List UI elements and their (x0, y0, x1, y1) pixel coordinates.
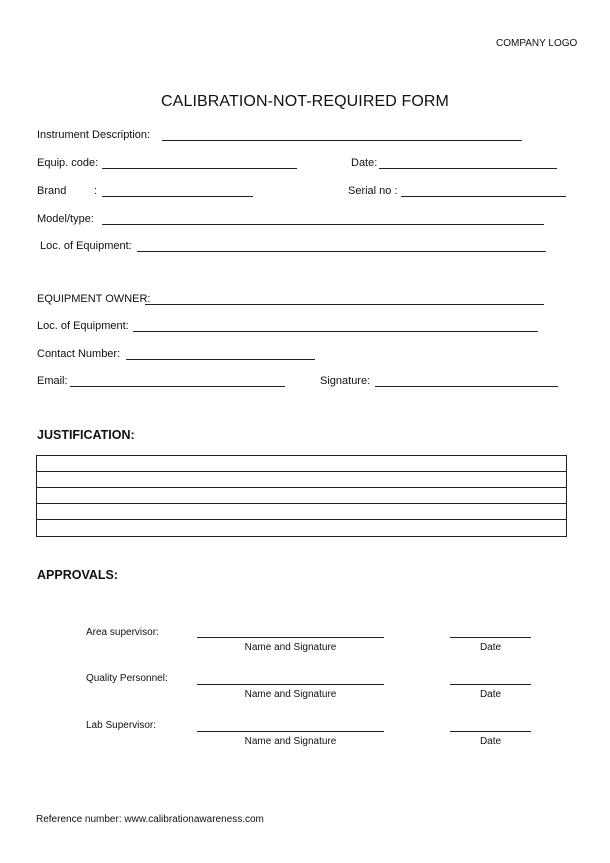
company-logo: COMPANY LOGO (496, 38, 578, 49)
brand-separator: : (94, 185, 98, 197)
quality-personnel-signature-caption: Name and Signature (244, 689, 337, 700)
signature-label: Signature: (320, 375, 371, 387)
approvals-heading: APPROVALS: (37, 568, 119, 582)
justification-row[interactable] (37, 488, 566, 504)
contact-number-field[interactable] (126, 359, 315, 360)
instrument-description-label: Instrument Description: (37, 129, 151, 141)
area-supervisor-signature-line[interactable] (197, 637, 384, 638)
quality-personnel-label: Quality Personnel: (86, 673, 168, 684)
lab-supervisor-signature-caption: Name and Signature (244, 736, 337, 747)
signature-field[interactable] (375, 386, 558, 387)
equipment-owner-label: EQUIPMENT OWNER: (37, 293, 151, 305)
owner-location-label: Loc. of Equipment: (37, 320, 129, 332)
brand-label: Brand (37, 185, 67, 197)
email-field[interactable] (70, 386, 285, 387)
quality-personnel-signature-line[interactable] (197, 684, 384, 685)
lab-supervisor-label: Lab Supervisor: (86, 720, 157, 731)
quality-personnel-date-caption: Date (479, 689, 502, 700)
area-supervisor-date-line[interactable] (450, 637, 531, 638)
justification-heading: JUSTIFICATION: (37, 428, 135, 442)
location-of-equipment-label: Loc. of Equipment: (40, 240, 132, 252)
date-label: Date: (351, 157, 378, 169)
lab-supervisor-date-caption: Date (479, 736, 502, 747)
lab-supervisor-signature-line[interactable] (197, 731, 384, 732)
equip-code-field[interactable] (102, 168, 297, 169)
reference-number: Reference number: www.calibrationawareness.com (36, 814, 264, 825)
area-supervisor-label: Area supervisor: (86, 627, 159, 638)
justification-row[interactable] (37, 520, 566, 536)
contact-number-label: Contact Number: (37, 348, 121, 360)
date-field[interactable] (379, 168, 557, 169)
serial-no-field[interactable] (401, 196, 566, 197)
lab-supervisor-date-line[interactable] (450, 731, 531, 732)
justification-row[interactable] (37, 456, 566, 472)
serial-no-label: Serial no : (348, 185, 398, 197)
email-label: Email: (37, 375, 68, 387)
form-title: CALIBRATION-NOT-REQUIRED FORM (161, 93, 449, 110)
area-supervisor-date-caption: Date (479, 642, 502, 653)
model-type-field[interactable] (102, 224, 544, 225)
model-type-label: Model/type: (37, 213, 94, 225)
quality-personnel-date-line[interactable] (450, 684, 531, 685)
owner-location-field[interactable] (133, 331, 538, 332)
location-of-equipment-field[interactable] (137, 251, 546, 252)
equipment-owner-field[interactable] (145, 304, 544, 305)
instrument-description-field[interactable] (162, 140, 522, 141)
brand-field[interactable] (102, 196, 253, 197)
justification-row[interactable] (37, 472, 566, 488)
area-supervisor-signature-caption: Name and Signature (244, 642, 337, 653)
equip-code-label: Equip. code: (37, 157, 99, 169)
justification-table (36, 455, 567, 537)
justification-row[interactable] (37, 504, 566, 520)
